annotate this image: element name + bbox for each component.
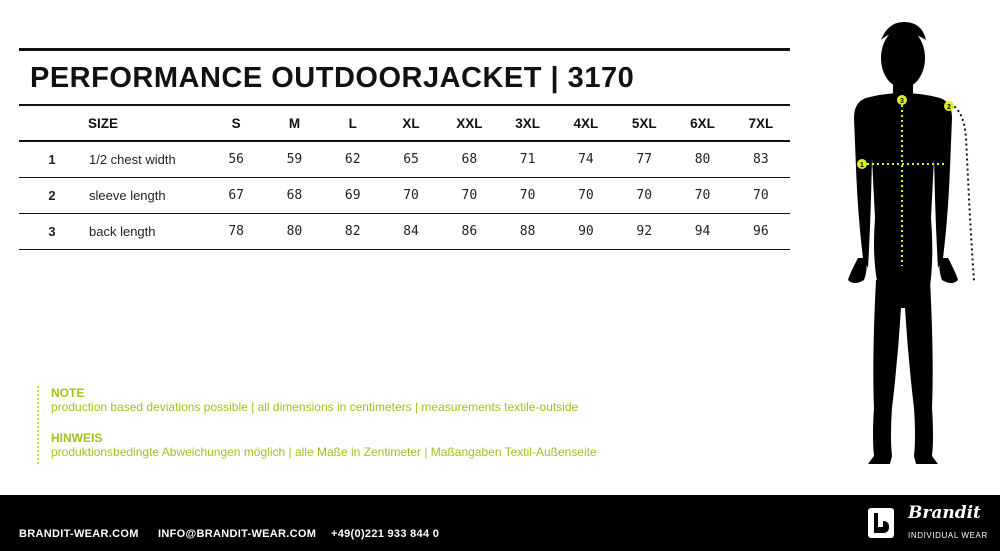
footer-phone: +49(0)221 933 844 0 xyxy=(331,528,440,540)
marker-1-label: 1 xyxy=(860,162,864,169)
size-col-l: L xyxy=(324,105,382,141)
body-measurement-figure xyxy=(818,18,988,474)
row-label: back length xyxy=(85,213,207,249)
table-cell: 69 xyxy=(324,177,382,213)
row-label: sleeve length xyxy=(85,177,207,213)
marker-2-label: 2 xyxy=(947,104,951,111)
size-col-5xl: 5XL xyxy=(615,105,673,141)
table-row-back-length xyxy=(19,213,790,249)
size-table xyxy=(19,104,790,250)
brand-tagline: INDIVIDUAL WEAR xyxy=(908,531,988,540)
table-cell: 70 xyxy=(557,177,615,213)
row-index: 3 xyxy=(19,213,85,249)
size-col-xxl: XXL xyxy=(440,105,498,141)
footer-website-link[interactable]: BRANDIT-WEAR.COM xyxy=(19,528,139,540)
title-top-rule xyxy=(19,48,790,51)
table-cell: 71 xyxy=(498,141,556,177)
table-cell: 86 xyxy=(440,213,498,249)
marker-2 xyxy=(944,101,954,111)
table-cell: 67 xyxy=(207,177,265,213)
size-header-row xyxy=(19,105,790,141)
table-cell: 78 xyxy=(207,213,265,249)
table-cell: 94 xyxy=(673,213,731,249)
table-cell: 56 xyxy=(207,141,265,177)
page-title: PERFORMANCE OUTDOORJACKET | 3170 xyxy=(30,62,635,94)
note-title-en: NOTE xyxy=(51,386,85,400)
note-text-en: production based deviations possible | all dimensions in centimeters | measurements textile-outside xyxy=(51,400,579,414)
footer-bar xyxy=(0,495,1000,551)
size-col-m: M xyxy=(265,105,323,141)
row-index: 2 xyxy=(19,177,85,213)
marker-1 xyxy=(857,159,867,169)
table-cell: 82 xyxy=(324,213,382,249)
table-cell: 96 xyxy=(732,213,790,249)
marker-3-label: 3 xyxy=(900,98,904,105)
table-cell: 70 xyxy=(440,177,498,213)
table-cell: 88 xyxy=(498,213,556,249)
table-cell: 59 xyxy=(265,141,323,177)
size-col-xl: XL xyxy=(382,105,440,141)
table-cell: 80 xyxy=(673,141,731,177)
brand-wordmark: Brandit xyxy=(908,503,981,523)
table-cell: 80 xyxy=(265,213,323,249)
table-cell: 70 xyxy=(673,177,731,213)
size-header: SIZE xyxy=(85,105,207,141)
notes-block xyxy=(37,386,597,464)
table-cell: 70 xyxy=(498,177,556,213)
table-cell: 65 xyxy=(382,141,440,177)
table-cell: 84 xyxy=(382,213,440,249)
row-label: 1/2 chest width xyxy=(85,141,207,177)
note-spacer xyxy=(51,415,597,431)
table-cell: 70 xyxy=(382,177,440,213)
footer-email-link[interactable]: INFO@BRANDIT-WEAR.COM xyxy=(158,528,317,540)
table-cell: 90 xyxy=(557,213,615,249)
header-index-cell xyxy=(19,105,85,141)
size-col-6xl: 6XL xyxy=(673,105,731,141)
table-row-chest-width xyxy=(19,141,790,177)
table-row-sleeve-length xyxy=(19,177,790,213)
table-cell: 70 xyxy=(732,177,790,213)
table-cell: 62 xyxy=(324,141,382,177)
table-cell: 77 xyxy=(615,141,673,177)
table-cell: 68 xyxy=(440,141,498,177)
note-text-de: produktionsbedingte Abweichungen möglich | alle Maße in Zentimeter | Maßangaben Textil-Außenseite xyxy=(51,445,597,459)
body-silhouette xyxy=(848,22,958,464)
table-cell: 83 xyxy=(732,141,790,177)
note-title-de: HINWEIS xyxy=(51,431,103,445)
size-col-4xl: 4XL xyxy=(557,105,615,141)
size-col-7xl: 7XL xyxy=(732,105,790,141)
table-cell: 74 xyxy=(557,141,615,177)
size-col-s: S xyxy=(207,105,265,141)
marker-3 xyxy=(897,95,907,105)
brandit-logo-icon xyxy=(867,507,895,539)
row-index: 1 xyxy=(19,141,85,177)
table-cell: 70 xyxy=(615,177,673,213)
size-col-3xl: 3XL xyxy=(498,105,556,141)
table-cell: 68 xyxy=(265,177,323,213)
table-cell: 92 xyxy=(615,213,673,249)
